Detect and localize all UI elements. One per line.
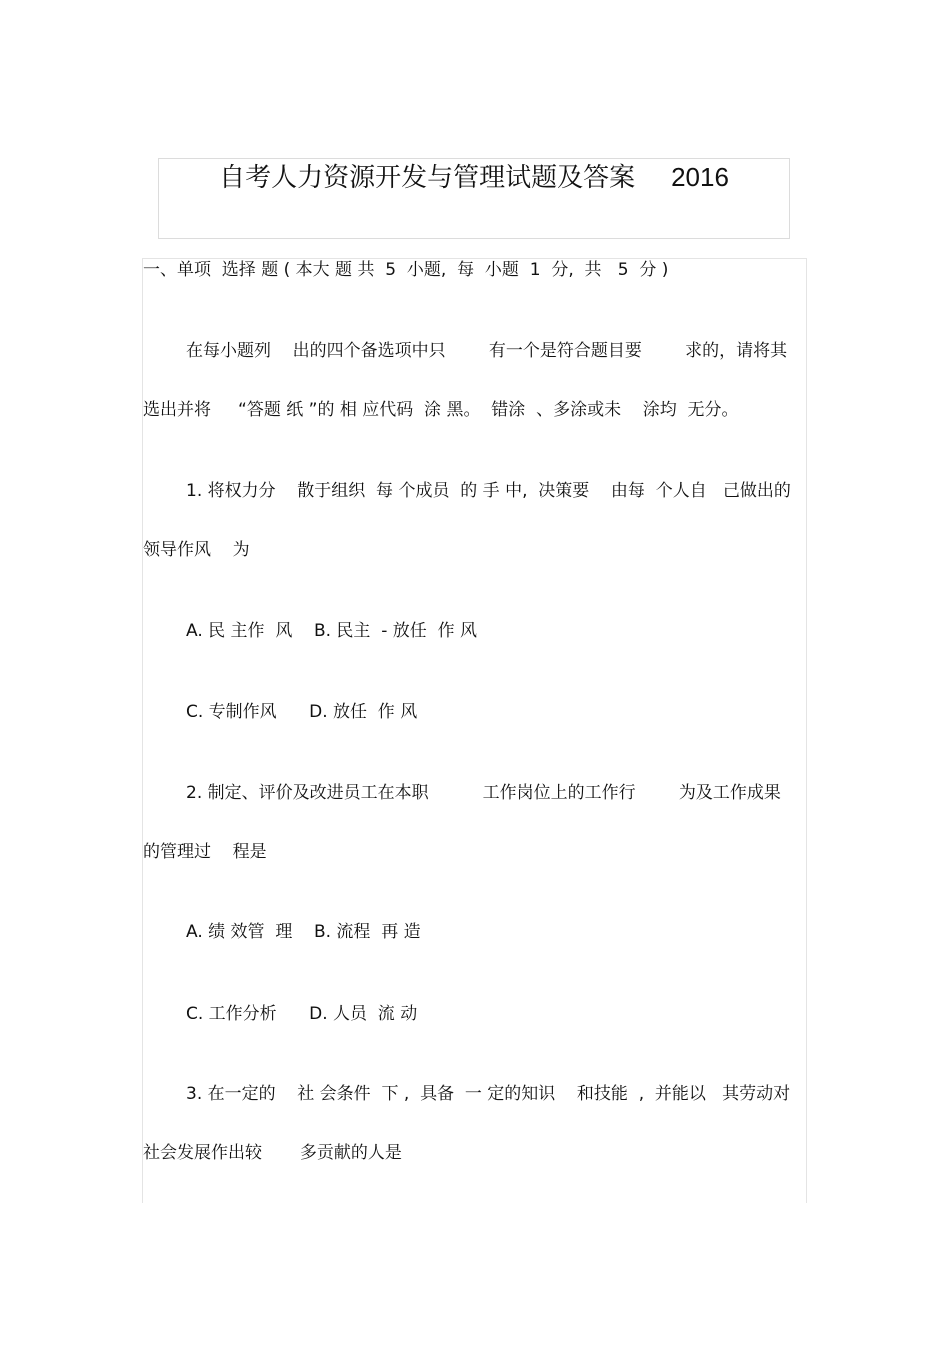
instruction-line-2: 选出并将 “答题 纸 ”的 相 应代码 涂 黑。 错涂 、多涂或未 涂均 无分。	[143, 400, 739, 420]
question-1-stem-line-1: 1. 将权力分 散于组织 每 个成员 的 手 中, 决策要 由每 个人自 己做出的	[186, 481, 791, 501]
section-heading: 一、单项 选择 题 ( 本大 题 共 5 小题, 每 小题 1 分, 共 5 分 )	[143, 260, 669, 280]
question-1-options-ab: A. 民 主作 风 B. 民主 - 放任 作 风	[186, 621, 477, 641]
question-2-stem-line-1: 2. 制定、评价及改进员工在本职 工作岗位上的工作行 为及工作成果	[186, 783, 781, 803]
title-year: 2016	[671, 162, 729, 192]
title-text: 自考人力资源开发与管理试题及答案	[219, 163, 636, 193]
question-2-options-ab: A. 绩 效管 理 B. 流程 再 造	[186, 922, 421, 942]
question-1-options-cd: C. 专制作风 D. 放任 作 风	[186, 702, 418, 722]
question-2-stem-line-2: 的管理过 程是	[143, 842, 267, 862]
instruction-line-1: 在每小题列 出的四个备选项中只 有一个是符合题目要 求的，请将其	[186, 341, 788, 361]
question-3-stem-line-2: 社会发展作出较 多贡献的人是	[143, 1143, 402, 1163]
document-title	[159, 159, 789, 196]
title-box	[158, 158, 790, 239]
question-2-options-cd: C. 工作分析 D. 人员 流 动	[186, 1004, 418, 1024]
question-3-stem-line-1: 3. 在一定的 社 会条件 下 , 具备 一 定的知识 和技能 , 并能以 其劳动对	[186, 1084, 791, 1104]
question-1-stem-line-2: 领导作风 为	[143, 540, 250, 560]
